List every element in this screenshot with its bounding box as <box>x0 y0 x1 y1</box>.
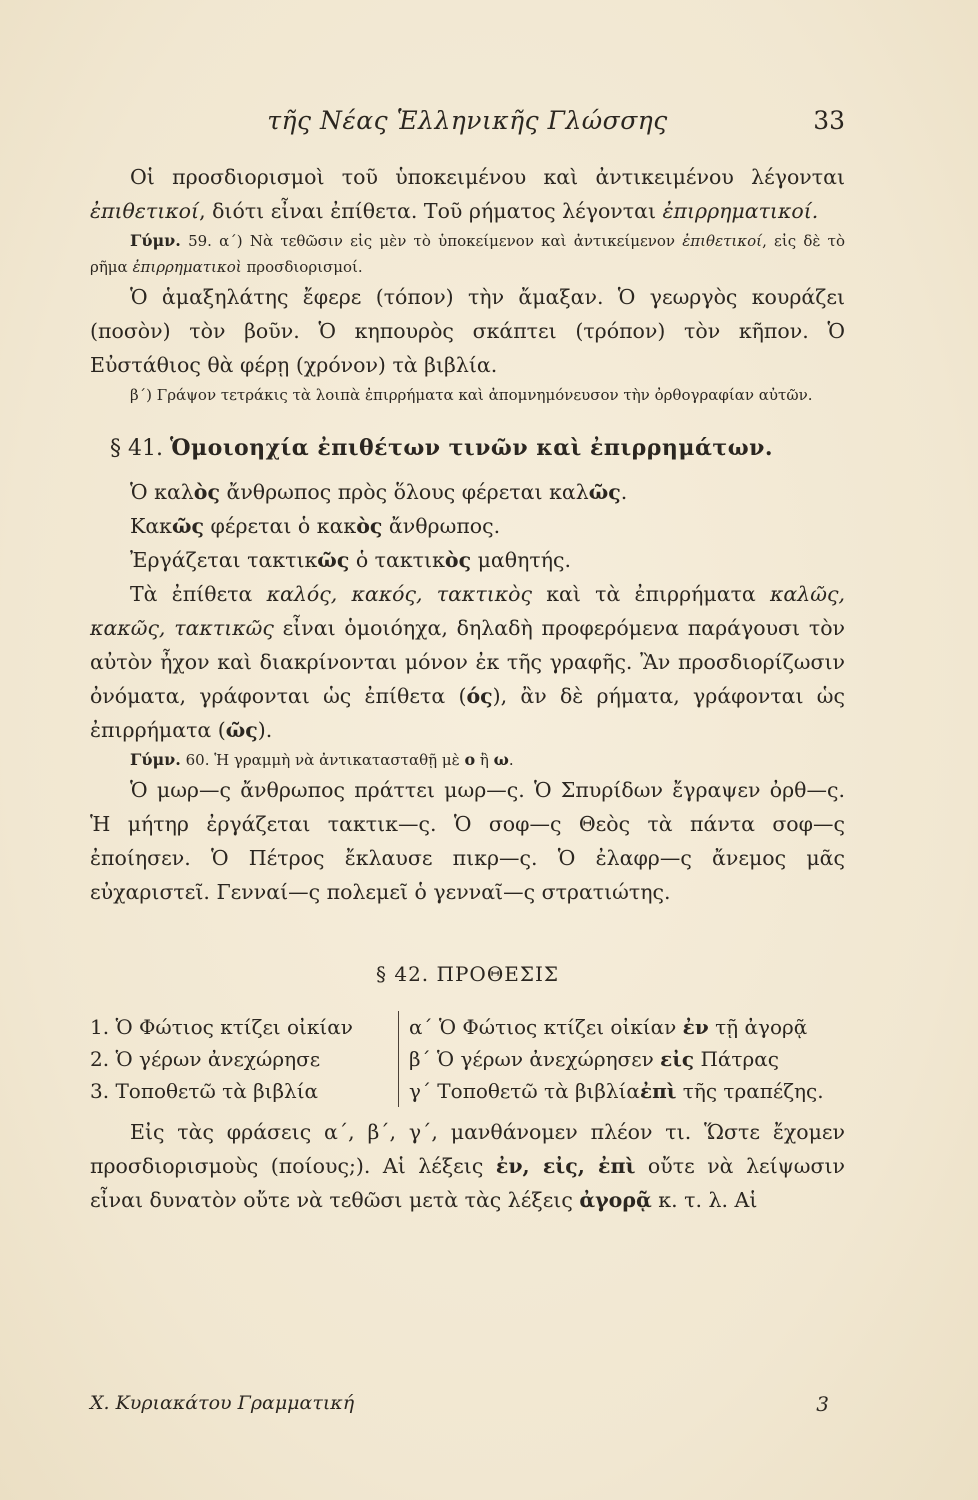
preposition-examples-table <box>90 1011 845 1107</box>
paragraph-prepositions: Εἰς τὰς φράσεις α΄, β΄, γ΄, μανθάνομεν πλέον τι. Ὥστε ἔχομεν προσδιορισμοὺς (ποίους;). Αἱ λέξεις ἐν, εἰς, ἐπὶ οὔτε νὰ λείψωσιν εἶναι δυνατὸν οὔτε νὰ τεθῶσι μετὰ τὰς λέξεις ἀγορᾷ κ. τ. λ. Αἱ <box>90 1120 845 1212</box>
table-row: α΄ Ὁ Φώτιος κτίζει οἰκίαν ἐν τῇ ἀγορᾷ <box>409 1015 808 1039</box>
page-body <box>90 160 845 1217</box>
page-header <box>90 106 845 146</box>
exercise-59-b: β΄) Γράψον τετράκις τὰ λοιπὰ ἐπιρρήματα καὶ ἀπομνημόνευσον τὴν ὀρθογραφίαν αὐτῶν. <box>130 386 813 404</box>
table-row: 2. Ὁ γέρων ἀνεχώρησε <box>90 1047 321 1071</box>
example-line-1: Ὁ καλὸς ἄνθρωπος πρὸς ὅλους φέρεται καλῶς. <box>130 480 628 504</box>
exercise-60-sentences: Ὁ μωρ—ς ἄνθρωπος πράττει μωρ—ς. Ὁ Σπυρίδων ἔγραψεν ὀρθ—ς. Ἡ μήτηρ ἐργάζεται τακτικ—ς. Ὁ σοφ—ς Θεὸς τὰ πάντα σοφ—ς ἐποίησεν. Ὁ Πέτρος ἔκλαυσε πικρ—ς. Ὁ ἐλαφρ—ς ἄνεμος μᾶς εὐχαριστεῖ. Γενναί—ς πολεμεῖ ὁ γενναῖ—ς στρατιώτης. <box>90 778 845 904</box>
table-left-column <box>90 1011 399 1107</box>
exercise-59-sentences: Ὁ ἁμαξηλάτης ἔφερε (τόπον) τὴν ἄμαξαν. Ὁ γεωργὸς κουράζει (ποσὸν) τὸν βοῦν. Ὁ κηπουρὸς σκάπτει (τρόπον) τὸν κῆπον. Ὁ Εὐστάθιος θὰ φέρῃ (χρόνον) τὰ βιβλία. <box>90 285 845 377</box>
section-42-heading: § 42. ΠΡΟΘΕΣΙΣ <box>376 962 559 986</box>
running-title: τῆς Νέας Ἑλληνικῆς Γλώσσης <box>267 106 668 135</box>
exercise-60: Γύμν. 60. Ἡ γραμμὴ νὰ ἀντικατασταθῇ μὲ ο ἢ ω. <box>130 750 514 769</box>
footer-book-title: Χ. Κυριακάτου Γραμματική <box>90 1392 355 1414</box>
page-footer <box>90 1392 845 1422</box>
paragraph-determiners: Οἱ προσδιορισμοὶ τοῦ ὑποκειμένου καὶ ἀντικειμένου λέγονται ἐπιθετικοί, διότι εἶναι ἐπίθετα. Τοῦ ρήματος λέγονται ἐπιρρηματικοί. <box>90 165 845 223</box>
table-row: 3. Τοποθετῶ τὰ βιβλία <box>90 1079 319 1103</box>
signature-mark: 3 <box>816 1392 829 1416</box>
table-row: 1. Ὁ Φώτιος κτίζει οἰκίαν <box>90 1015 353 1039</box>
exercise-59: Γύμν. 59. α΄) Νὰ τεθῶσιν εἰς μὲν τὸ ὑποκείμενον καὶ ἀντικείμενον ἐπιθετικοί, εἰς δὲ τὸ ρῆμα ἐπιρρηματικοὶ προσδιορισμοί. <box>90 231 845 276</box>
example-line-2: Κακῶς φέρεται ὁ κακὸς ἄνθρωπος. <box>130 514 501 538</box>
table-right-column <box>399 1011 845 1107</box>
table-row: γ΄ Τοποθετῶ τὰ βιβλίαἐπὶ τῆς τραπέζης. <box>409 1079 824 1103</box>
example-line-3: Ἐργάζεται τακτικῶς ὁ τακτικὸς μαθητής. <box>130 548 571 572</box>
table-row: β΄ Ὁ γέρων ἀνεχώρησεν εἰς Πάτρας <box>409 1047 779 1071</box>
section-41-heading: § 41. Ὁμοιοηχία ἐπιθέτων τινῶν καὶ ἐπιρρημάτων. <box>110 435 774 461</box>
page-number: 33 <box>813 106 845 135</box>
paragraph-homophony: Τὰ ἐπίθετα καλός, κακός, τακτικὸς καὶ τὰ ἐπιρρήματα καλῶς, κακῶς, τακτικῶς εἶναι ὁμοιόηχα, δηλαδὴ προφερόμενα παράγουσι τὸν αὐτὸν ἦχον καὶ διακρίνονται μόνον ἐκ τῆς γραφῆς. Ἂν προσδιορίζωσιν ὀνόματα, γράφονται ὡς ἐπίθετα (ός), ἂν δὲ ρήματα, γράφονται ὡς ἐπιρρήματα (ῶς). <box>90 582 846 742</box>
